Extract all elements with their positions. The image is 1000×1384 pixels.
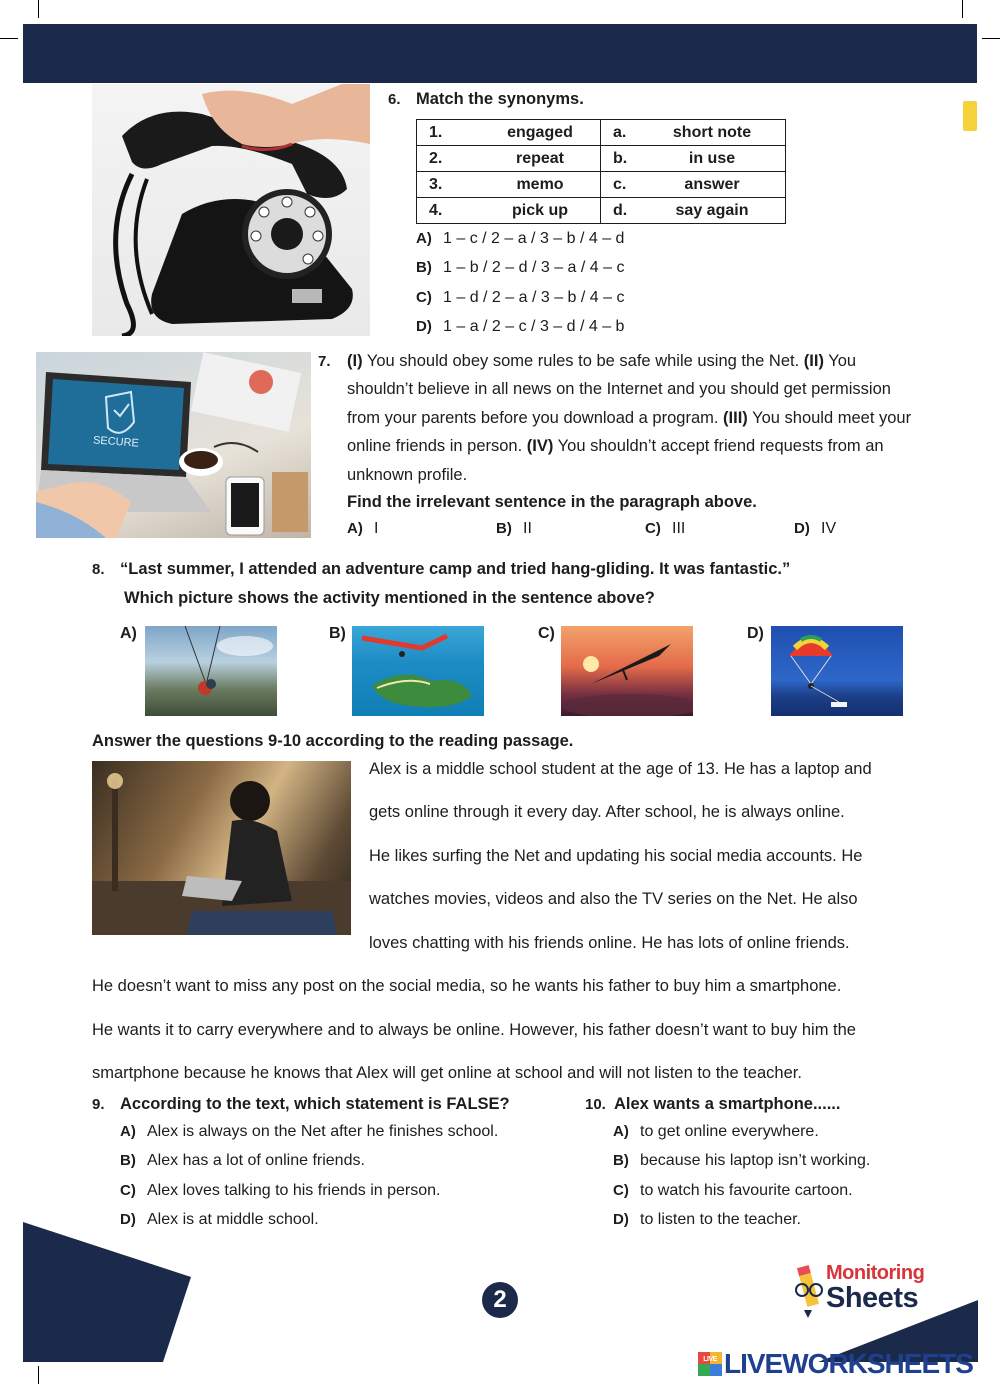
- hang-glider-sunset-photo[interactable]: [561, 626, 693, 716]
- student-illustration: [92, 761, 351, 935]
- answer-option-b[interactable]: [120, 1152, 365, 1170]
- synonym-row: [417, 172, 786, 198]
- option-text: I: [374, 520, 379, 537]
- student-laptop-photo: [92, 761, 351, 935]
- page-number-badge: [482, 1282, 518, 1318]
- option-text: Alex is at middle school.: [147, 1210, 319, 1228]
- question-number: 9.: [92, 1096, 105, 1113]
- answer-option-b[interactable]: [416, 259, 624, 277]
- option-letter: D): [613, 1210, 629, 1228]
- crop-mark: [982, 38, 1000, 39]
- monitoring-sheets-logo: [790, 1262, 940, 1320]
- answer-option-b[interactable]: [613, 1152, 870, 1170]
- answer-option-c[interactable]: [416, 289, 624, 307]
- option-letter: A): [613, 1123, 629, 1140]
- question-prompt: Match the synonyms.: [416, 90, 584, 108]
- sentence-marker: (II): [803, 352, 824, 370]
- answer-option-d[interactable]: [794, 520, 836, 538]
- screen-label: SECURE: [92, 434, 140, 450]
- left-number: 1.: [429, 123, 443, 141]
- left-cell: [417, 172, 601, 198]
- passage-line: He doesn’t want to miss any post on the social media, so he wants his father to buy him a smartphone.: [92, 977, 842, 995]
- answer-option-a[interactable]: [347, 520, 378, 538]
- right-cell: [601, 146, 786, 172]
- right-letter: c.: [613, 175, 627, 193]
- laptop-illustration: [36, 352, 311, 538]
- right-cell: [601, 120, 786, 146]
- lw-badge-text: LIVE: [703, 1356, 717, 1363]
- option-letter: B): [120, 1152, 136, 1170]
- option-letter: D): [794, 520, 810, 537]
- answer-option-a[interactable]: [120, 1123, 498, 1141]
- sentence-marker: (III): [723, 408, 748, 427]
- option-label-d: D): [747, 625, 764, 642]
- answer-option-d[interactable]: [613, 1211, 801, 1229]
- question-number: 8.: [92, 561, 105, 578]
- telephone-photo: [92, 84, 370, 336]
- crop-mark: [38, 1366, 39, 1384]
- option-letter: D): [416, 317, 432, 335]
- synonym-row: [417, 120, 786, 146]
- option-letter: C): [120, 1181, 136, 1199]
- option-text: 1 – d / 2 – a / 3 – b / 4 – c: [443, 288, 625, 306]
- corner-shape-left: [23, 1222, 193, 1362]
- right-word: in use: [688, 149, 736, 167]
- left-cell: [417, 146, 601, 172]
- option-letter: A): [347, 520, 363, 537]
- question-quote: “Last summer, I attended an adventure camp and tried hang-gliding. It was fantastic.”: [120, 560, 791, 578]
- paragliding-photo[interactable]: [145, 626, 277, 716]
- crop-mark: [38, 0, 39, 18]
- left-number: 4.: [429, 201, 443, 219]
- option-letter: B): [496, 520, 512, 537]
- paragliding-illustration: [145, 626, 277, 716]
- left-number: 2.: [429, 149, 443, 167]
- synonym-table: [416, 119, 786, 224]
- option-letter: B): [416, 259, 432, 277]
- passage-line: gets online through it every day. After school, he is always online.: [369, 803, 845, 821]
- passage-line: Alex is a middle school student at the age of 13. He has a laptop and: [369, 760, 872, 778]
- option-text: IV: [821, 520, 837, 537]
- option-label-b: B): [329, 625, 346, 642]
- option-text: to get online everywhere.: [640, 1123, 819, 1140]
- brand-top-text: Monitoring: [826, 1262, 925, 1284]
- question-number: 6.: [388, 91, 401, 108]
- right-letter: d.: [613, 201, 628, 219]
- passage-line: smartphone because he knows that Alex will get online at school and will not listen to the teacher.: [92, 1064, 802, 1082]
- option-text: to listen to the teacher.: [640, 1210, 801, 1228]
- right-letter: a.: [613, 123, 627, 141]
- option-text: 1 – a / 2 – c / 3 – d / 4 – b: [443, 317, 625, 335]
- option-text: II: [523, 520, 532, 537]
- left-word: pick up: [511, 201, 568, 219]
- synonym-row: [417, 198, 786, 224]
- pencil-mascot-icon: [790, 1264, 826, 1318]
- telephone-illustration: [92, 84, 370, 336]
- option-text: Alex loves talking to his friends in person.: [147, 1181, 441, 1199]
- sentence-marker: (I): [347, 352, 363, 370]
- answer-option-c[interactable]: [645, 520, 685, 538]
- left-cell: [417, 198, 601, 224]
- option-text: Alex is always on the Net after he finishes school.: [147, 1123, 499, 1140]
- reading-instruction: Answer the questions 9-10 according to the reading passage.: [92, 732, 574, 750]
- option-text: because his laptop isn’t working.: [640, 1152, 871, 1170]
- sentence-marker: (IV): [526, 437, 554, 456]
- right-word: answer: [684, 175, 740, 193]
- left-cell: [417, 120, 601, 146]
- passage-line: loves chatting with his friends online. He has lots of online friends.: [369, 934, 850, 952]
- option-text: Alex has a lot of online friends.: [147, 1152, 365, 1170]
- option-letter: B): [613, 1152, 629, 1170]
- option-label-a: A): [120, 625, 137, 642]
- question-prompt: According to the text, which statement is FALSE?: [120, 1095, 510, 1113]
- right-cell: [601, 198, 786, 224]
- option-letter: C): [613, 1181, 629, 1199]
- crop-mark: [0, 38, 18, 39]
- question-paragraph: [347, 347, 917, 489]
- synonym-row: [417, 146, 786, 172]
- option-text: to watch his favourite cartoon.: [640, 1181, 853, 1199]
- crop-mark: [962, 0, 963, 18]
- header-band: [23, 24, 977, 83]
- right-cell: [601, 172, 786, 198]
- right-word: short note: [672, 123, 752, 141]
- option-letter: A): [416, 230, 432, 247]
- island-illustration: [352, 626, 484, 716]
- answer-option-a[interactable]: [613, 1123, 819, 1141]
- option-text: 1 – c / 2 – a / 3 – b / 4 – d: [443, 230, 625, 247]
- sentence-3: You should meet your online friends in person.: [347, 408, 912, 456]
- left-number: 3.: [429, 175, 443, 193]
- answer-option-d[interactable]: [416, 318, 624, 336]
- page-number: 2: [493, 1286, 507, 1313]
- option-text: 1 – b / 2 – d / 3 – a / 4 – c: [443, 259, 625, 277]
- liveworksheets-logo[interactable]: [698, 1348, 994, 1378]
- parasail-illustration: [771, 626, 903, 716]
- sentence-4: You shouldn’t accept friend requests from an unknown profile.: [347, 437, 884, 484]
- question-prompt: Which picture shows the activity mentioned in the sentence above?: [124, 589, 655, 607]
- answer-option-b[interactable]: [496, 520, 532, 538]
- lw-wordmark: LIVEWORKSHEETS: [724, 1348, 973, 1379]
- laptop-security-photo: [36, 352, 311, 538]
- left-word: engaged: [507, 123, 573, 141]
- left-word: memo: [516, 175, 564, 193]
- left-word: repeat: [515, 149, 565, 167]
- question-number: 7.: [318, 353, 331, 370]
- right-word: say again: [675, 201, 749, 219]
- sentence-1: You should obey some rules to be safe while using the Net.: [362, 352, 804, 370]
- passage-line: He likes surfing the Net and updating his social media accounts. He: [369, 847, 863, 865]
- answer-option-a[interactable]: [416, 230, 624, 248]
- parasailing-photo[interactable]: [771, 626, 903, 716]
- sunset-illustration: [561, 626, 693, 716]
- option-letter: D): [120, 1210, 136, 1228]
- answer-option-c[interactable]: [120, 1182, 440, 1200]
- option-letter: C): [645, 520, 661, 537]
- option-label-c: C): [538, 625, 555, 642]
- question-prompt: Find the irrelevant sentence in the paragraph above.: [347, 493, 757, 511]
- question-prompt: Alex wants a smartphone......: [614, 1095, 841, 1113]
- brand-bottom-text: Sheets: [826, 1282, 919, 1314]
- option-text: III: [672, 520, 686, 537]
- passage-line: He wants it to carry everywhere and to always be online. However, his father doesn’t want to buy him the: [92, 1021, 856, 1039]
- option-letter: A): [120, 1123, 136, 1140]
- page-tab: [963, 101, 977, 131]
- passage-line: watches movies, videos and also the TV series on the Net. He also: [369, 890, 858, 908]
- right-letter: b.: [613, 149, 628, 167]
- question-number: 10.: [585, 1096, 606, 1113]
- hang-gliding-sea-photo[interactable]: [352, 626, 484, 716]
- answer-option-c[interactable]: [613, 1182, 853, 1200]
- option-letter: C): [416, 288, 432, 306]
- sentence-2: You shouldn’t believe in all news on the Internet and you should get permission from your parents before you download a program.: [347, 352, 891, 427]
